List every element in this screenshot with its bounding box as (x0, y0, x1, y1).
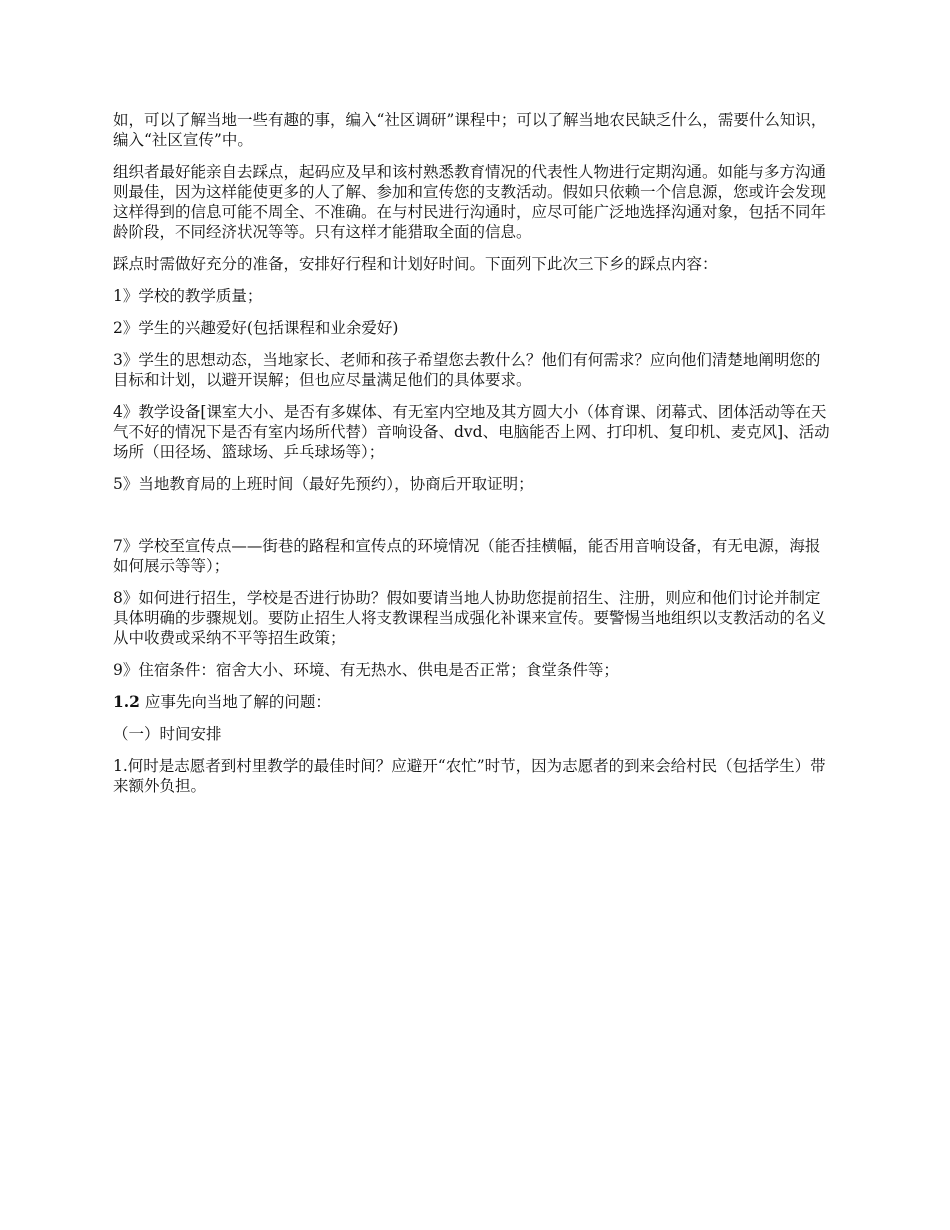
paragraph-site-visit: 组织者最好能亲自去踩点，起码应及早和该村熟悉教育情况的代表性人物进行定期沟通。如能与多方沟通则最佳，因为这样能使更多的人了解、参加和宣传您的支教活动。假如只依赖一个信息源，您或许会发现这样得到的信息可能不周全、不准确。在与村民进行沟通时，应尽可能广泛地选择沟通对象，包括不同年龄阶段，不同经济状况等等。只有这样才能猎取全面的信息。 (113, 163, 827, 241)
subsection-heading-time: （一）时间安排 (113, 725, 222, 743)
document-body (113, 110, 835, 808)
list-item-student-interests: 2》学生的兴趣爱好(包括课程和业余爱好) (113, 319, 399, 337)
question-best-time: 1.何时是志愿者到村里教学的最佳时间？应避开“农忙”时节，因为志愿者的到来会给村民（包括学生）带来额外负担。 (113, 757, 826, 795)
paragraph-preparation: 踩点时需做好充分的准备，安排好行程和计划好时间。下面列下此次三下乡的踩点内容： (113, 255, 718, 273)
list-item-enrollment: 8》如何进行招生，学校是否进行协助？假如要请当地人协助您提前招生、注册，则应和他们讨论并制定具体明确的步骤规划。要防止招生人将支教课程当成强化补课来宣传。要警惕当地组织以支教活动的名义从中收费或采纳不平等招生政策； (113, 589, 827, 647)
list-item-publicity-route: 7》学校至宣传点——街巷的路程和宣传点的环境情况（能否挂横幅，能否用音响设备，有无电源，海报如何展示等等）； (113, 537, 821, 575)
list-item-teaching-equipment: 4》教学设备[课室大小、是否有多媒体、有无室内空地及其方圆大小（体育课、闭幕式、团体活动等在天气不好的情况下是否有室内场所代替）音响设备、dvd、电脑能否上网、打印机、复印机、麦克风]、活动场所（田径场、篮球场、乒乓球场等）； (113, 403, 830, 461)
section-title: 应事先向当地了解的问题： (139, 693, 331, 711)
list-item-student-thoughts: 3》学生的思想动态，当地家长、老师和孩子希望您去教什么？他们有何需求？应向他们清楚地阐明您的目标和计划，以避开误解；但也应尽量满足他们的具体要求。 (113, 351, 821, 389)
paragraph-research-topics: 如，可以了解当地一些有趣的事，编入“社区调研”课程中；可以了解当地农民缺乏什么，需要什么知识，编入“社区宣传”中。 (113, 111, 827, 149)
section-number: 1.2 (113, 692, 140, 711)
list-item-teaching-quality: 1》学校的教学质量； (113, 287, 263, 305)
section-heading-1-2 (113, 692, 835, 712)
list-item-education-bureau: 5》当地教育局的上班时间（最好先预约），协商后开取证明； (113, 475, 534, 493)
blank-gap (113, 506, 835, 536)
list-item-accommodation: 9》住宿条件：宿舍大小、环境、有无热水、供电是否正常；食堂条件等； (113, 661, 619, 679)
